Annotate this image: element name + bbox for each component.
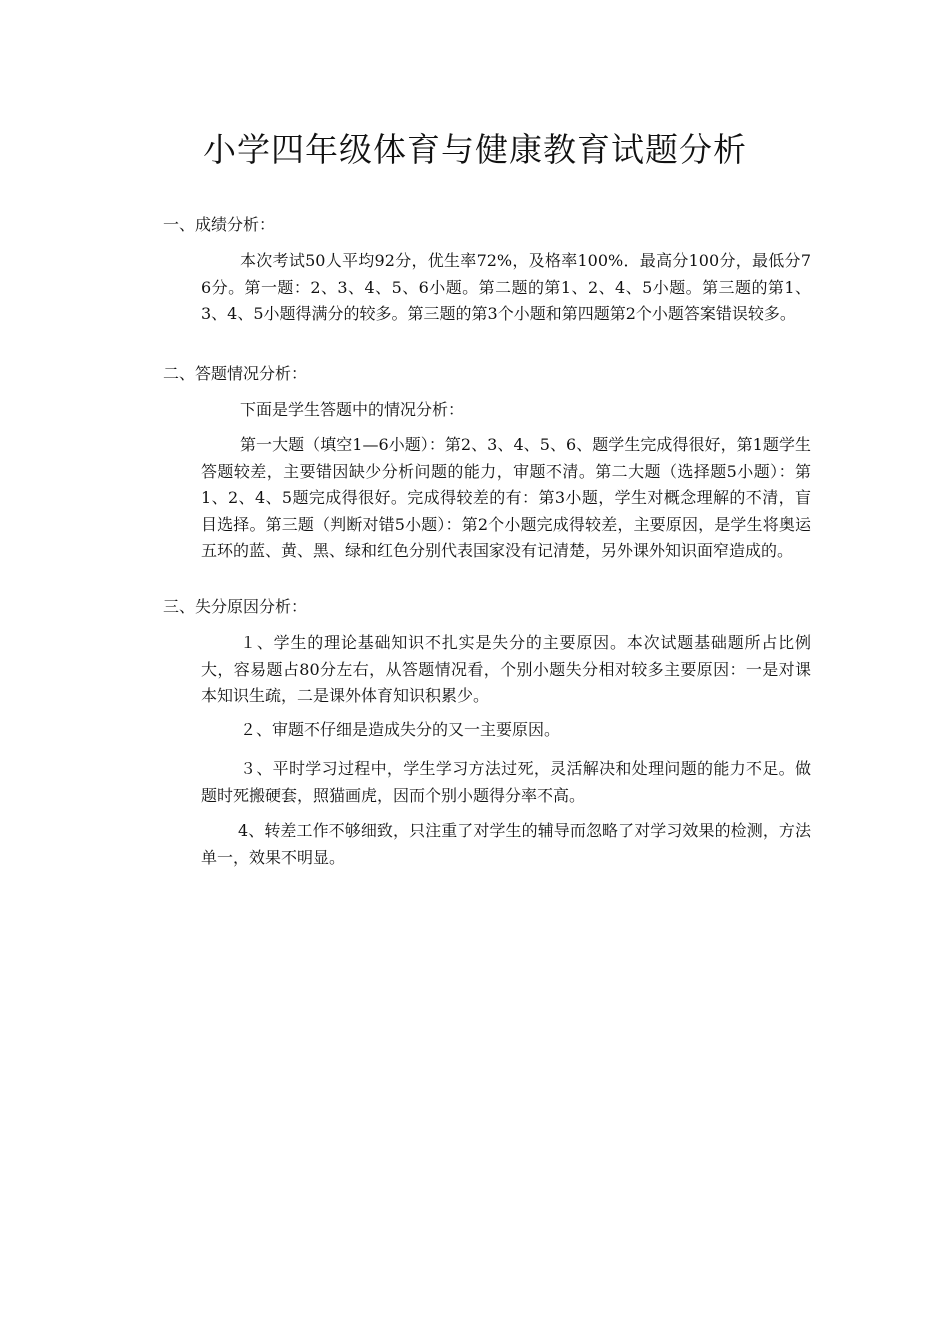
paragraph-reason-1: １、学生的理论基础知识不扎实是失分的主要原因。本次试题基础题所占比例大，容易题占80分左右，从答题情况看，个别小题失分相对较多主要原因：一是对课本知识生疏，二是课外体育知识积累少。	[201, 633, 811, 705]
paragraph-answer-details: 第一大题（填空1—6小题）：第2、3、4、5、6、题学生完成得很好，第1题学生答题较差，主要错因缺少分析问题的能力，审题不清。第二大题（选择题5小题）：第1、2、4、5题完成得很好。完成得较差的有：第3小题，学生对概念理解的不清，盲目选择。第三题（判断对错5小题）：第2个小题完成得较差，主要原因，是学生将奥运五环的蓝、黄、黑、绿和红色分别代表国家没有记清楚，另外课外知识面窄造成的。	[201, 435, 811, 560]
section-heading-answer-analysis: 二、答题情况分析：	[163, 364, 308, 383]
document-title: 小学四年级体育与健康教育试题分析	[203, 130, 747, 169]
paragraph-score-summary: 本次考试50人平均92分，优生率72%，及格率100%．最高分100分，最低分76分。第一题：2、3、4、5、6小题。第二题的第1、2、4、5小题。第三题的第1、3、4、5小题得满分的较多。第三题的第3个小题和第四题第2个小题答案错误较多。	[201, 251, 811, 323]
section-heading-score-analysis: 一、成绩分析：	[163, 215, 276, 234]
paragraph-reason-2: ２、审题不仔细是造成失分的又一主要原因。	[240, 720, 561, 739]
section-heading-loss-reasons: 三、失分原因分析：	[163, 597, 308, 616]
paragraph-reason-4: 4、转差工作不够细致，只注重了对学生的辅导而忽略了对学习效果的检测，方法单一，效果不明显。	[201, 821, 811, 867]
paragraph-answer-intro: 下面是学生答题中的情况分析：	[240, 400, 465, 419]
paragraph-reason-3: ３、平时学习过程中，学生学习方法过死，灵活解决和处理问题的能力不足。做题时死搬硬套，照猫画虎，因而个别小题得分率不高。	[201, 759, 811, 805]
